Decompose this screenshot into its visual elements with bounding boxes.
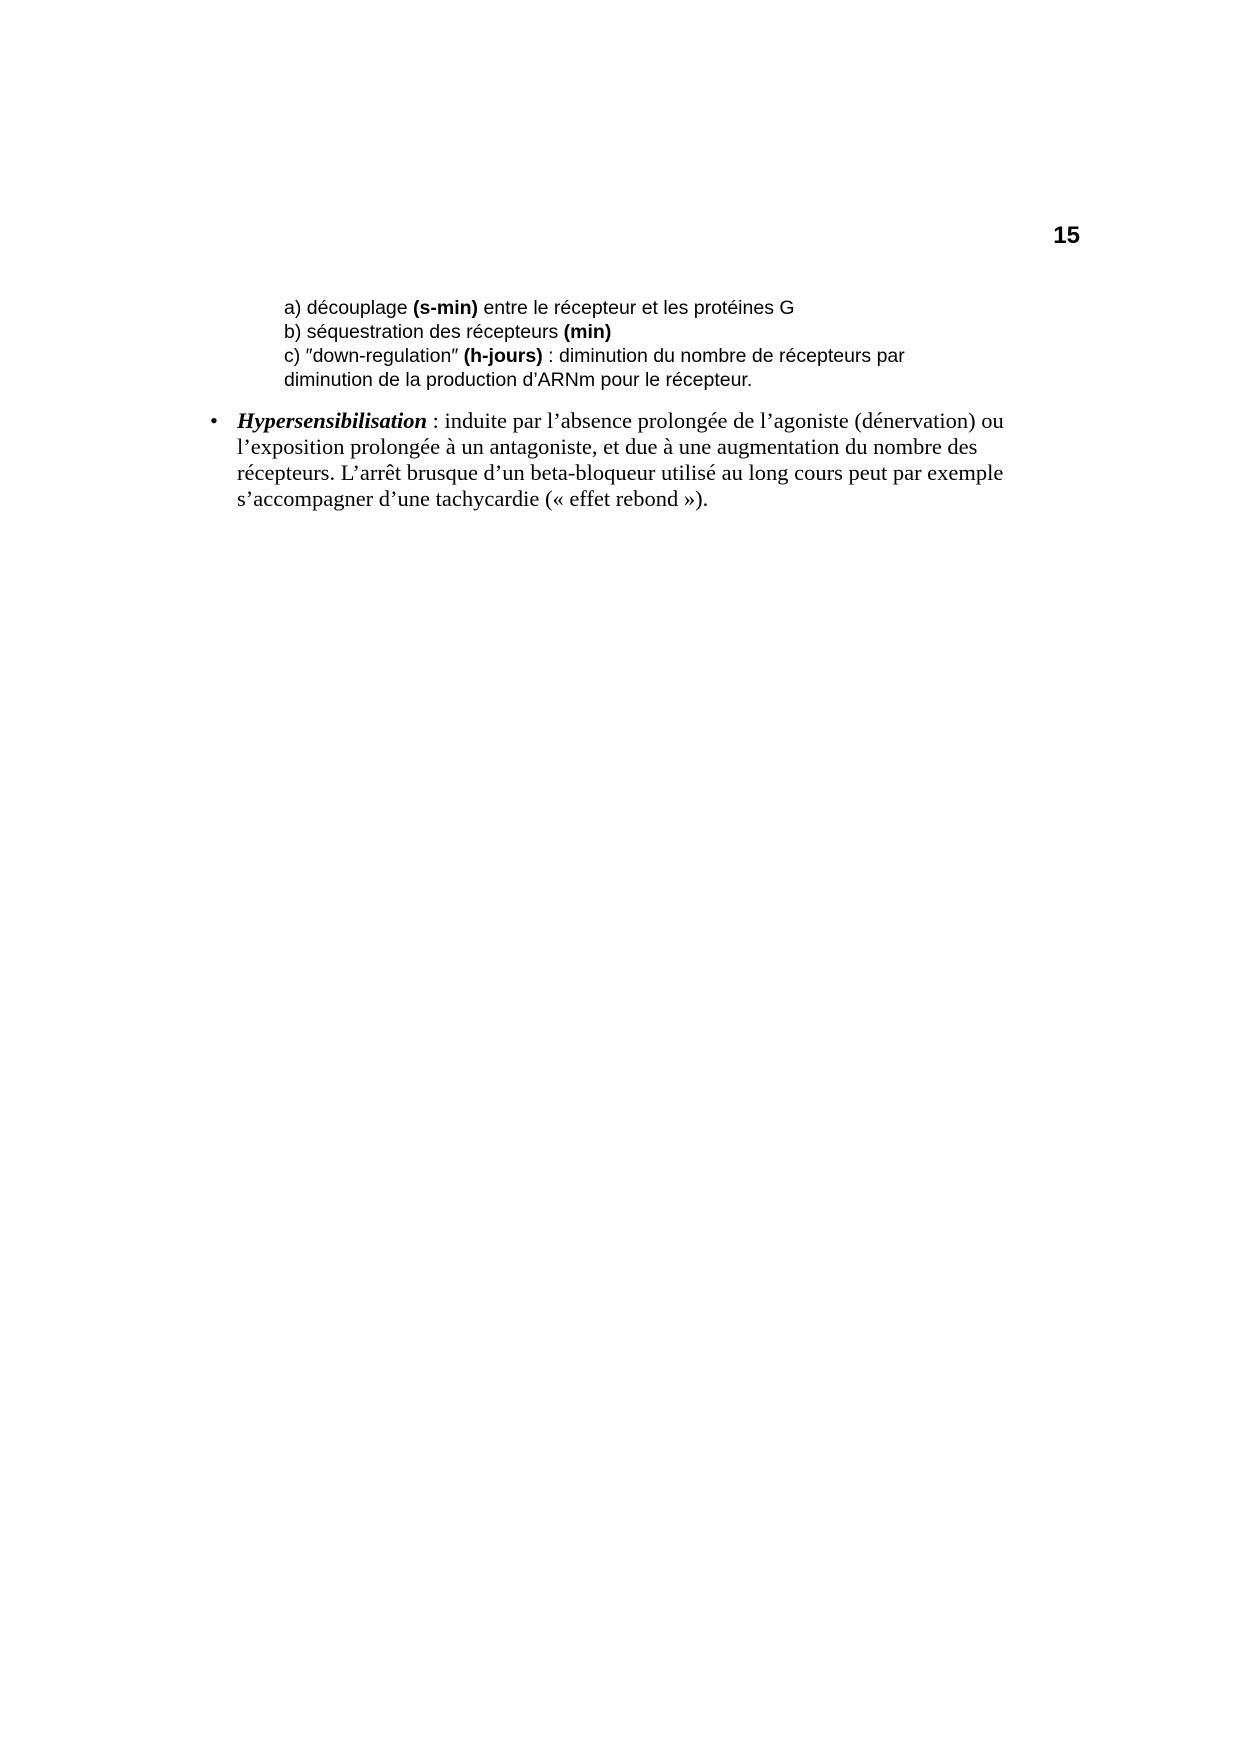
list-item-b-text: b) séquestration des récepteurs (284, 321, 564, 343)
page-number: 15 (1053, 222, 1080, 249)
desensitization-mechanisms-list (284, 296, 1044, 392)
bullet-line-3: récepteurs. L’arrêt brusque d’un beta-bloqueur utilisé au long cours peut par exemple (237, 460, 1004, 485)
bullet-line-1 (237, 408, 1077, 434)
list-item-c-text: c) ″down-regulation″ (284, 345, 464, 367)
list-item-b-timescale: (min) (563, 321, 612, 343)
list-item-b (284, 320, 1044, 344)
list-item-c (284, 344, 1044, 368)
list-item-a-text: a) découplage (284, 297, 414, 319)
term-hypersensibilisation: Hypersensibilisation (237, 408, 428, 433)
bullet-line-1-text: : induite par l’absence prolongée de l’agoniste (dénervation) ou (427, 408, 1004, 433)
list-item-a (284, 296, 1044, 320)
bullet-line-4: s’accompagner d’une tachycardie (« effet rebond »). (237, 486, 709, 511)
list-item-c-rest: : diminution du nombre de récepteurs par (542, 345, 905, 367)
list-item-c-continuation: diminution de la production d’ARNm pour le récepteur. (284, 369, 753, 391)
bullet-marker: • (210, 408, 218, 433)
list-item-a-rest: entre le récepteur et les protéines G (478, 297, 795, 319)
list-item-a-timescale: (s-min) (413, 297, 479, 319)
bullet-line-2: l’exposition prolongée à un antagoniste, et due à une augmentation du nombre des (237, 434, 978, 459)
list-item-c-timescale: (h-jours) (463, 345, 543, 367)
bullet-text (237, 408, 1077, 512)
